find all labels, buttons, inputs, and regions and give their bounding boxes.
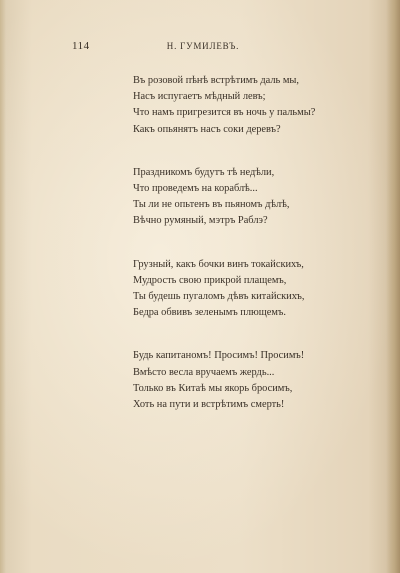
poem-line: Будь капитаномъ! Просимъ! Просимъ! [133,350,305,362]
poem-line: Бедра обвивъ зеленымъ плющемъ. [133,307,286,319]
page-number: 114 [72,40,90,52]
poem-line: Ты будешь пугаломъ дѣвъ китайскихъ, [133,291,305,303]
poem-line: Только въ Китаѣ мы якорь бросимъ, [133,382,293,394]
poem-line: Праздникомъ будутъ тѣ недѣли, [133,166,275,178]
stanza-2 [133,165,333,230]
page-left-edge [0,0,6,573]
book-spine-shadow [386,0,400,573]
poem-line: Насъ испугаетъ мѣдный левъ; [133,91,266,103]
stanza-4 [133,348,333,413]
poem-line: Мудрость свою прикрой плащемъ, [133,274,287,286]
poem-line: Что проведемъ на кораблѣ... [133,183,258,195]
poem [133,73,333,440]
page-header [72,40,334,54]
poem-line: Грузный, какъ бочки винъ токайскихъ, [133,258,304,270]
stanza-3 [133,257,333,322]
poem-line: Вѣчно румяный, мэтръ Раблэ? [133,215,268,227]
poem-line: Что намъ пригрезится въ ночь у пальмы? [133,107,316,119]
stanza-1 [133,73,333,138]
poem-line: Хоть на пути и встрѣтимъ смерть! [133,399,285,411]
running-head: Н. ГУМИЛЕВЪ. [166,41,240,51]
poem-line: Вмѣсто весла вручаемъ жердь... [133,366,275,378]
poem-line: Ты ли не опьтенъ въ пьяномъ дѣлѣ, [133,199,290,211]
poem-line: Въ розовой пѣнѣ встрѣтимъ даль мы, [133,75,299,86]
poem-line: Какъ опьянятъ насъ соки деревъ? [133,123,281,135]
